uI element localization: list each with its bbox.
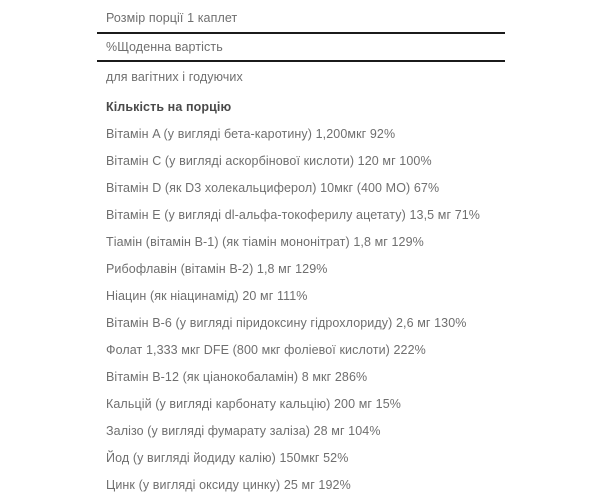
nutrient-row: Вітамін C (у вигляді аскорбінової кислоти) 120 мг 100% <box>106 154 432 168</box>
nutrient-row: Ніацин (як ніацинамід) 20 мг 111% <box>106 289 308 303</box>
nutrient-row: Йод (у вигляді йодиду калію) 150мкг 52% <box>106 451 349 465</box>
nutrient-row: Тіамін (вітамін B-1) (як тіамін мононітрат) 1,8 мг 129% <box>106 235 424 249</box>
nutrient-list <box>106 121 540 499</box>
nutrient-row: Цинк (у вигляді оксиду цинку) 25 мг 192% <box>106 478 351 492</box>
nutrient-row: Фолат 1,333 мкг DFE (800 мкг фоліевої кислоти) 222% <box>106 343 426 357</box>
nutrient-row: Вітамін E (у вигляді dl-альфа-токоферилу ацетату) 13,5 мг 71% <box>106 208 481 222</box>
nutrient-row: Кальцій (у вигляді карбонату кальцію) 200 мг 15% <box>106 397 401 411</box>
target-group-label: для вагітних і годуючих <box>106 70 243 84</box>
nutrient-row: Вітамін D (як D3 холекальциферол) 10мкг (400 МО) 67% <box>106 181 440 195</box>
nutrient-row: Вітамін A (у вигляді бета-каротину) 1,200мкг 92% <box>106 127 396 141</box>
nutrient-row: Вітамін B-12 (як ціанокобаламін) 8 мкг 286% <box>106 370 368 384</box>
amount-per-serving-heading: Кількість на порцію <box>106 100 232 114</box>
serving-size-label: Розмір порції 1 каплет <box>106 11 238 25</box>
daily-value-header: %Щоденна вартість <box>106 40 223 54</box>
nutrient-row: Залізо (у вигляді фумарату заліза) 28 мг 104% <box>106 424 381 438</box>
nutrient-row: Рибофлавін (вітамін B-2) 1,8 мг 129% <box>106 262 328 276</box>
nutrient-row: Вітамін B-6 (у вигляді піридоксину гідрохлориду) 2,6 мг 130% <box>106 316 467 330</box>
